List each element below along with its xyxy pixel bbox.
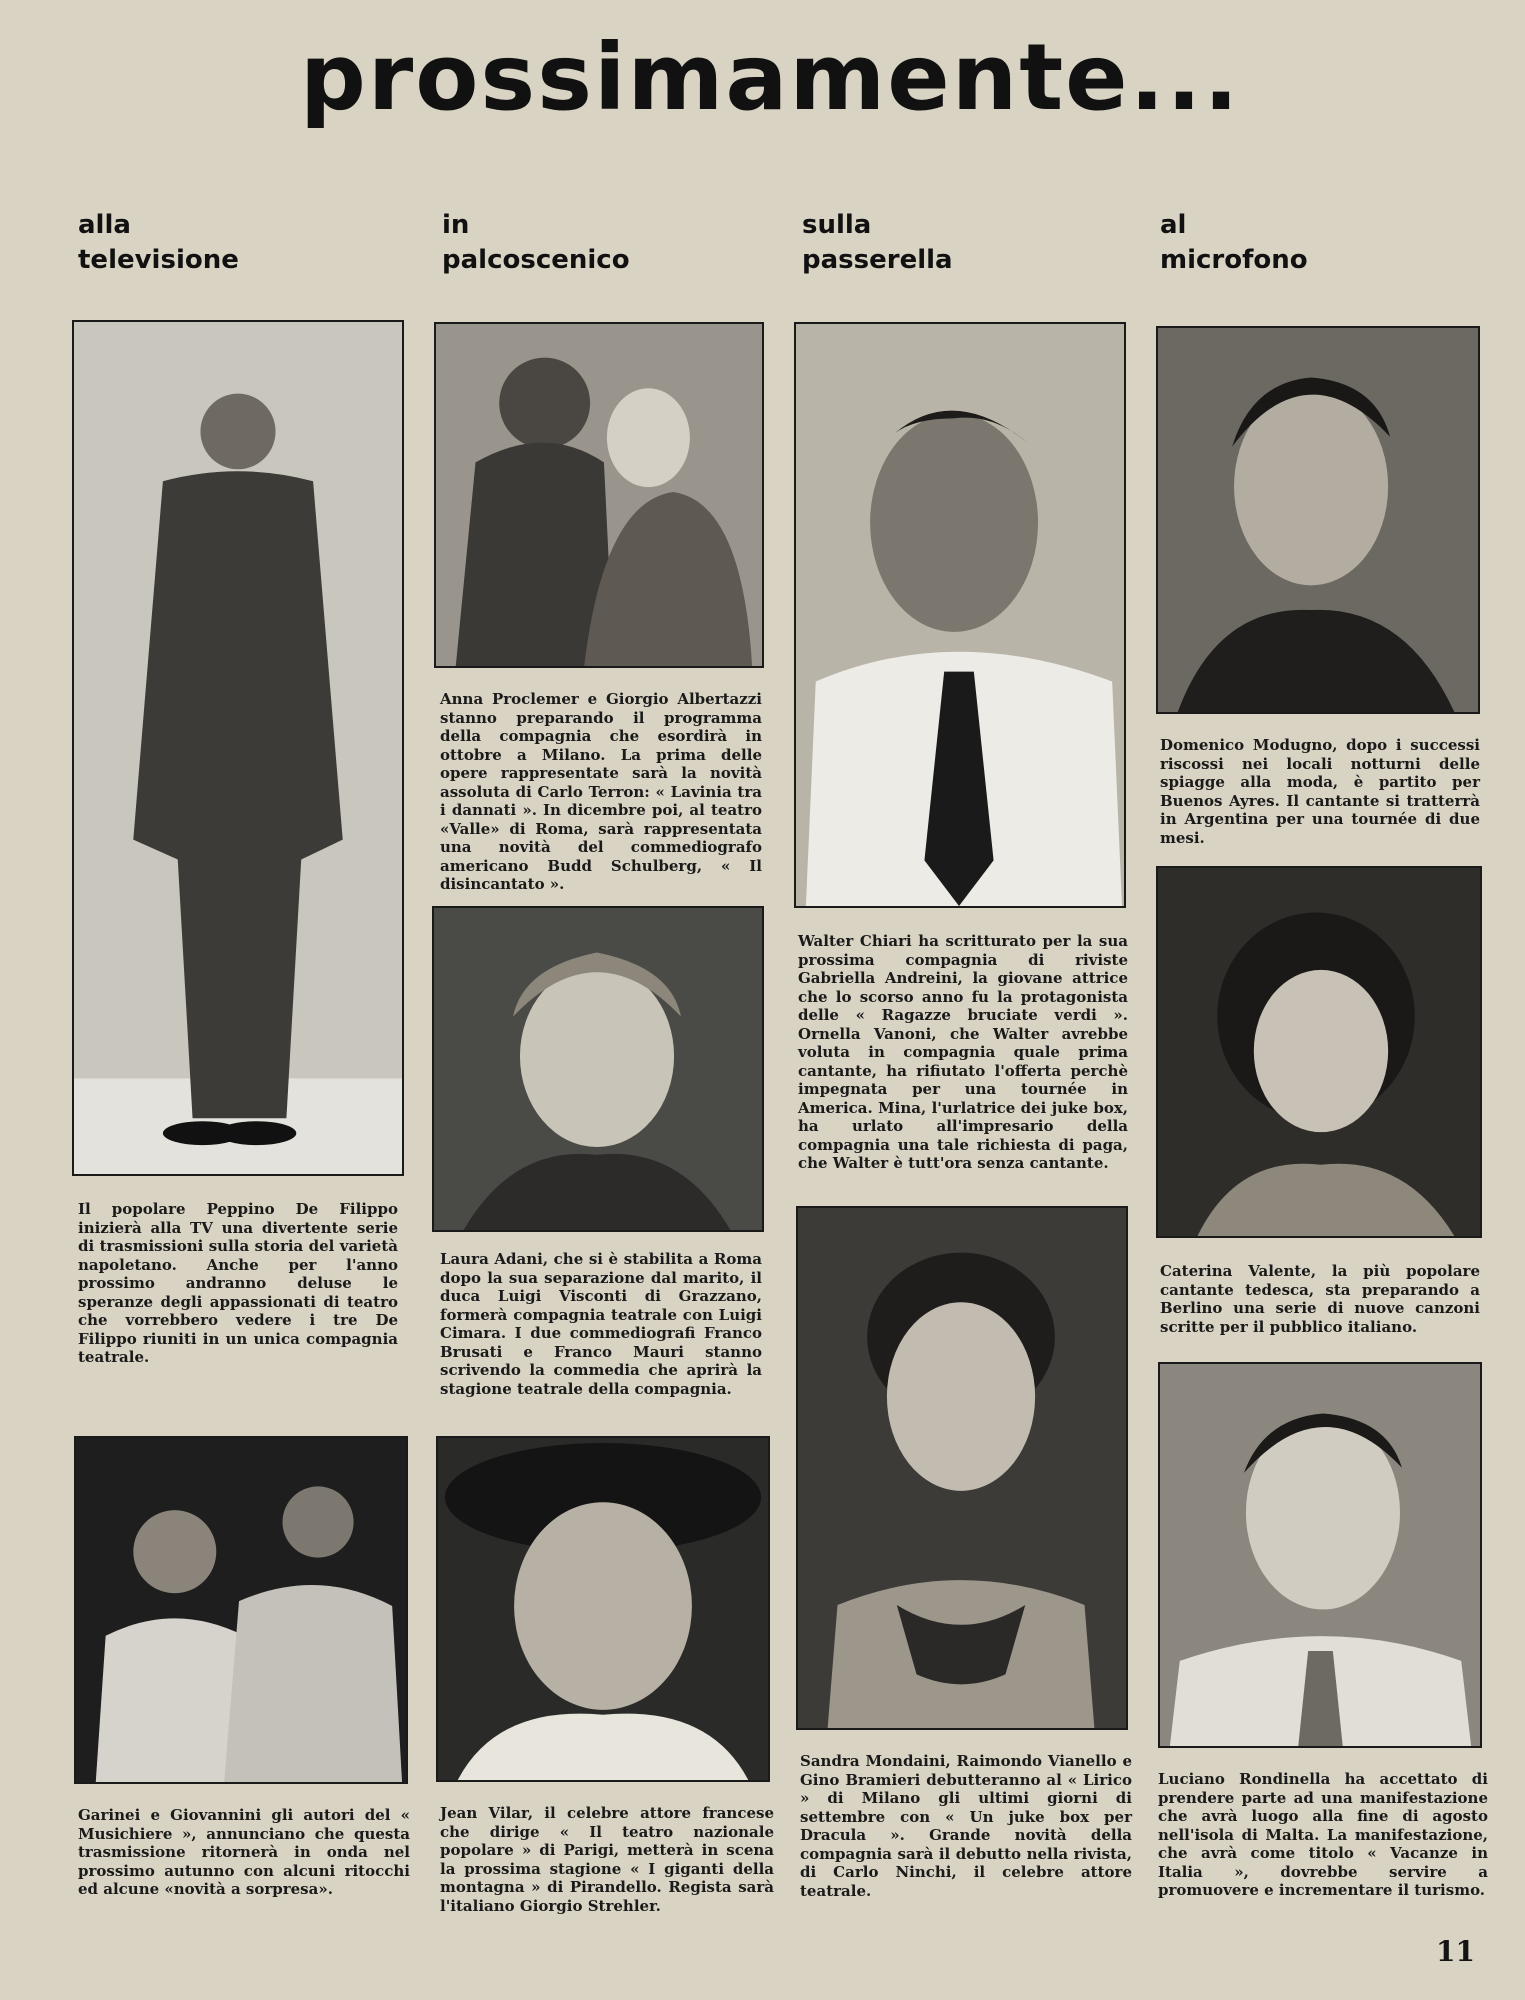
caption-garinei-giovannini: Garinei e Giovannini gli autori del « Musichiere », annunciano che questa trasmissione ritornerà in onda nel prossimo autunno con alcuni ritocchi ed alcune «novità a sorpresa». bbox=[78, 1806, 410, 1898]
photo-luciano-rondinella bbox=[1158, 1362, 1482, 1748]
photo-sandra-mondaini bbox=[796, 1206, 1128, 1730]
photo-domenico-modugno bbox=[1156, 326, 1480, 714]
column-header-line: palcoscenico bbox=[442, 245, 630, 275]
column-header-line: alla bbox=[78, 210, 131, 240]
page-number: 11 bbox=[1436, 1935, 1475, 1968]
column-header-line: passerella bbox=[802, 245, 953, 275]
caption-walter-chiari: Walter Chiari ha scritturato per la sua prossima compagnia di riviste Gabriella Andreini, la giovane attrice che lo scorso anno fu la protagonista delle « Ragazze bruciate verdi ». Ornella Vanoni, che Walter avrebbe voluta in compagnia quale prima cantante, ha rifiutato l'offerta perchè impegnata per una tournée in America. Mina, l'urlatrice dei juke box, ha urlato all'impresario della compagnia una tale richiesta di paga, che Walter è tutt'ora senza cantante. bbox=[798, 932, 1128, 1172]
photo-peppino-de-filippo bbox=[72, 320, 404, 1176]
page-title: prossimamente... bbox=[300, 24, 1241, 131]
caption-domenico-modugno: Domenico Modugno, dopo i successi riscossi nei locali notturni delle spiagge alla moda, è partito per Buenos Ayres. Il cantante si tratterrà in Argentina per una tournée di due mesi. bbox=[1160, 736, 1480, 847]
column-header-television bbox=[78, 208, 239, 278]
caption-sandra-mondaini: Sandra Mondaini, Raimondo Vianello e Gino Bramieri debutteranno al « Lirico » di Milano gli ultimi giorni di settembre con « Un juke box per Dracula ». Grande novità della compagnia sarà il debutto nella rivista, di Carlo Ninchi, il celebre attore teatrale. bbox=[800, 1752, 1132, 1900]
column-header-line: al bbox=[1160, 210, 1187, 240]
column-header-line: televisione bbox=[78, 245, 239, 275]
photo-laura-adani bbox=[432, 906, 764, 1232]
caption-laura-adani: Laura Adani, che si è stabilita a Roma dopo la sua separazione dal marito, il duca Luigi Visconti di Grazzano, formerà compagnia teatrale con Luigi Cimara. I due commediografi Franco Brusati e Franco Mauri stanno scrivendo la commedia che aprirà la stagione teatrale della compagnia. bbox=[440, 1250, 762, 1398]
caption-jean-vilar: Jean Vilar, il celebre attore francese che dirige « Il teatro nazionale popolare » di Parigi, metterà in scena la prossima stagione « I giganti della montagna » di Pirandello. Regista sarà l'italiano Giorgio Strehler. bbox=[440, 1804, 774, 1915]
photo-caterina-valente bbox=[1156, 866, 1482, 1238]
photo-jean-vilar bbox=[436, 1436, 770, 1782]
caption-caterina-valente: Caterina Valente, la più popolare cantante tedesca, sta preparando a Berlino una serie di nuove canzoni scritte per il pubblico italiano. bbox=[1160, 1262, 1480, 1336]
column-header-line: sulla bbox=[802, 210, 872, 240]
photo-garinei-giovannini bbox=[74, 1436, 408, 1784]
caption-proclemer-albertazzi: Anna Proclemer e Giorgio Albertazzi stanno preparando il programma della compagnia che esordirà in ottobre a Milano. La prima delle opere rappresentate sarà la novità assoluta di Carlo Terron: « Lavinia tra i dannati ». In dicembre poi, al teatro «Valle» di Roma, sarà rappresentata una novità del commediografo americano Budd Schulberg, « Il disincantato ». bbox=[440, 690, 762, 893]
column-header-microphone bbox=[1160, 208, 1308, 278]
column-header-stage bbox=[442, 208, 630, 278]
column-header-line: microfono bbox=[1160, 245, 1308, 275]
caption-luciano-rondinella: Luciano Rondinella ha accettato di prendere parte ad una manifestazione che avrà luogo alla fine di agosto nell'isola di Malta. La manifestazione, che avrà come titolo « Vacanze in Italia », dovrebbe servire a promuovere e incrementare il turismo. bbox=[1158, 1770, 1488, 1899]
photo-walter-chiari bbox=[794, 322, 1126, 908]
column-header-line: in bbox=[442, 210, 470, 240]
photo-proclemer-albertazzi bbox=[434, 322, 764, 668]
caption-peppino-de-filippo: Il popolare Peppino De Filippo inizierà alla TV una divertente serie di trasmissioni sulla storia del varietà napoletano. Anche per l'anno prossimo andranno deluse le speranze degli appassionati di teatro che vorrebbero vedere i tre De Filippo riuniti in un unica compagnia teatrale. bbox=[78, 1200, 398, 1366]
column-header-runway bbox=[802, 208, 953, 278]
